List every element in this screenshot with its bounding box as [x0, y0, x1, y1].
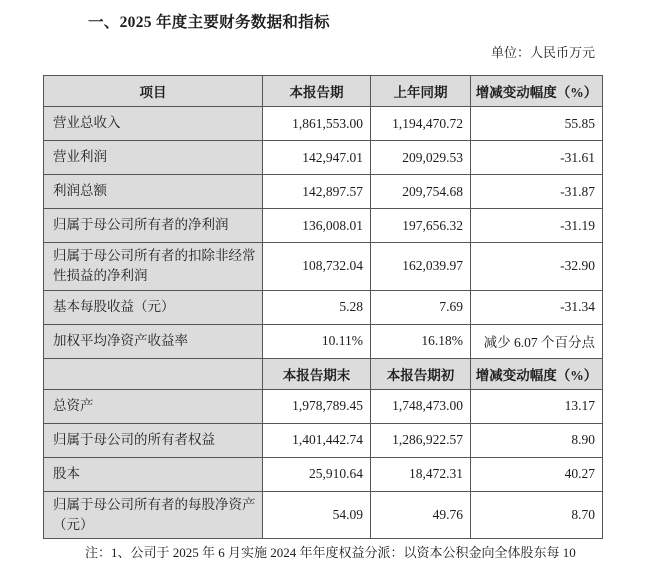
item-cell: 股本	[44, 457, 263, 491]
item-cell: 营业总收入	[44, 107, 263, 141]
current-value-cell: 136,008.01	[263, 209, 371, 243]
financial-table	[43, 75, 603, 539]
section-balance-header	[44, 358, 603, 389]
prior-value-cell: 1,194,470.72	[371, 107, 471, 141]
change-value-cell: -31.34	[471, 290, 603, 324]
item-cell: 归属于母公司的所有者权益	[44, 423, 263, 457]
footnote: 注：1、公司于 2025 年 6 月实施 2024 年年度权益分派：以资本公积金向全体股东每 10	[85, 545, 576, 560]
item-cell: 归属于母公司所有者的每股净资产（元）	[44, 491, 263, 539]
current-value-cell: 1,861,553.00	[263, 107, 371, 141]
section-income-statement	[44, 107, 603, 359]
current-value-cell: 142,897.57	[263, 175, 371, 209]
item-cell: 加权平均净资产收益率	[44, 324, 263, 358]
item-cell: 归属于母公司所有者的净利润	[44, 209, 263, 243]
prior-value-cell: 7.69	[371, 290, 471, 324]
current-value-cell: 54.09	[263, 491, 371, 539]
current-value-cell: 142,947.01	[263, 141, 371, 175]
item-cell: 基本每股收益（元）	[44, 290, 263, 324]
change-value-cell: 8.70	[471, 491, 603, 539]
header-cell-current-period: 本报告期	[263, 76, 371, 107]
prior-value-cell: 197,656.32	[371, 209, 471, 243]
unit-label: 单位：人民币万元	[490, 45, 595, 60]
prior-value-cell: 18,472.31	[371, 457, 471, 491]
prior-value-cell: 1,748,473.00	[371, 389, 471, 423]
current-value-cell: 1,978,789.45	[263, 389, 371, 423]
change-value-cell: -32.90	[471, 243, 603, 291]
change-value-cell: 13.17	[471, 389, 603, 423]
table-row	[44, 209, 603, 243]
current-value-cell: 10.11%	[263, 324, 371, 358]
item-cell: 总资产	[44, 389, 263, 423]
header-cell-blank	[44, 358, 263, 389]
header-cell-prior-period: 上年同期	[371, 76, 471, 107]
change-value-cell: -31.87	[471, 175, 603, 209]
document-page	[0, 14, 650, 574]
section-balance-sheet	[44, 389, 603, 539]
prior-value-cell: 209,754.68	[371, 175, 471, 209]
change-value-cell: 8.90	[471, 423, 603, 457]
table-row	[44, 324, 603, 358]
table-row	[44, 423, 603, 457]
prior-value-cell: 209,029.53	[371, 141, 471, 175]
table-row	[44, 141, 603, 175]
current-value-cell: 5.28	[263, 290, 371, 324]
prior-value-cell: 16.18%	[371, 324, 471, 358]
table-row	[44, 389, 603, 423]
item-cell: 归属于母公司所有者的扣除非经常性损益的净利润	[44, 243, 263, 291]
header-cell-item: 项目	[44, 76, 263, 107]
prior-value-cell: 49.76	[371, 491, 471, 539]
header-cell-change-2: 增减变动幅度（%）	[471, 358, 603, 389]
change-value-cell: 55.85	[471, 107, 603, 141]
table-row	[44, 457, 603, 491]
header-cell-period-end: 本报告期末	[263, 358, 371, 389]
header-row-balance	[44, 358, 603, 389]
table-row	[44, 491, 603, 539]
table-row	[44, 243, 603, 291]
header-cell-change: 增减变动幅度（%）	[471, 76, 603, 107]
change-value-cell: -31.61	[471, 141, 603, 175]
prior-value-cell: 1,286,922.57	[371, 423, 471, 457]
change-value-cell: -31.19	[471, 209, 603, 243]
current-value-cell: 25,910.64	[263, 457, 371, 491]
current-value-cell: 108,732.04	[263, 243, 371, 291]
page-title: 一、2025 年度主要财务数据和指标	[88, 14, 330, 31]
change-value-cell: 40.27	[471, 457, 603, 491]
change-value-cell: 减少 6.07 个百分点	[471, 324, 603, 358]
table-row	[44, 175, 603, 209]
table-row	[44, 290, 603, 324]
prior-value-cell: 162,039.97	[371, 243, 471, 291]
item-cell: 营业利润	[44, 141, 263, 175]
item-cell: 利润总额	[44, 175, 263, 209]
header-cell-period-begin: 本报告期初	[371, 358, 471, 389]
table-row	[44, 107, 603, 141]
current-value-cell: 1,401,442.74	[263, 423, 371, 457]
header-row-period	[44, 76, 603, 107]
